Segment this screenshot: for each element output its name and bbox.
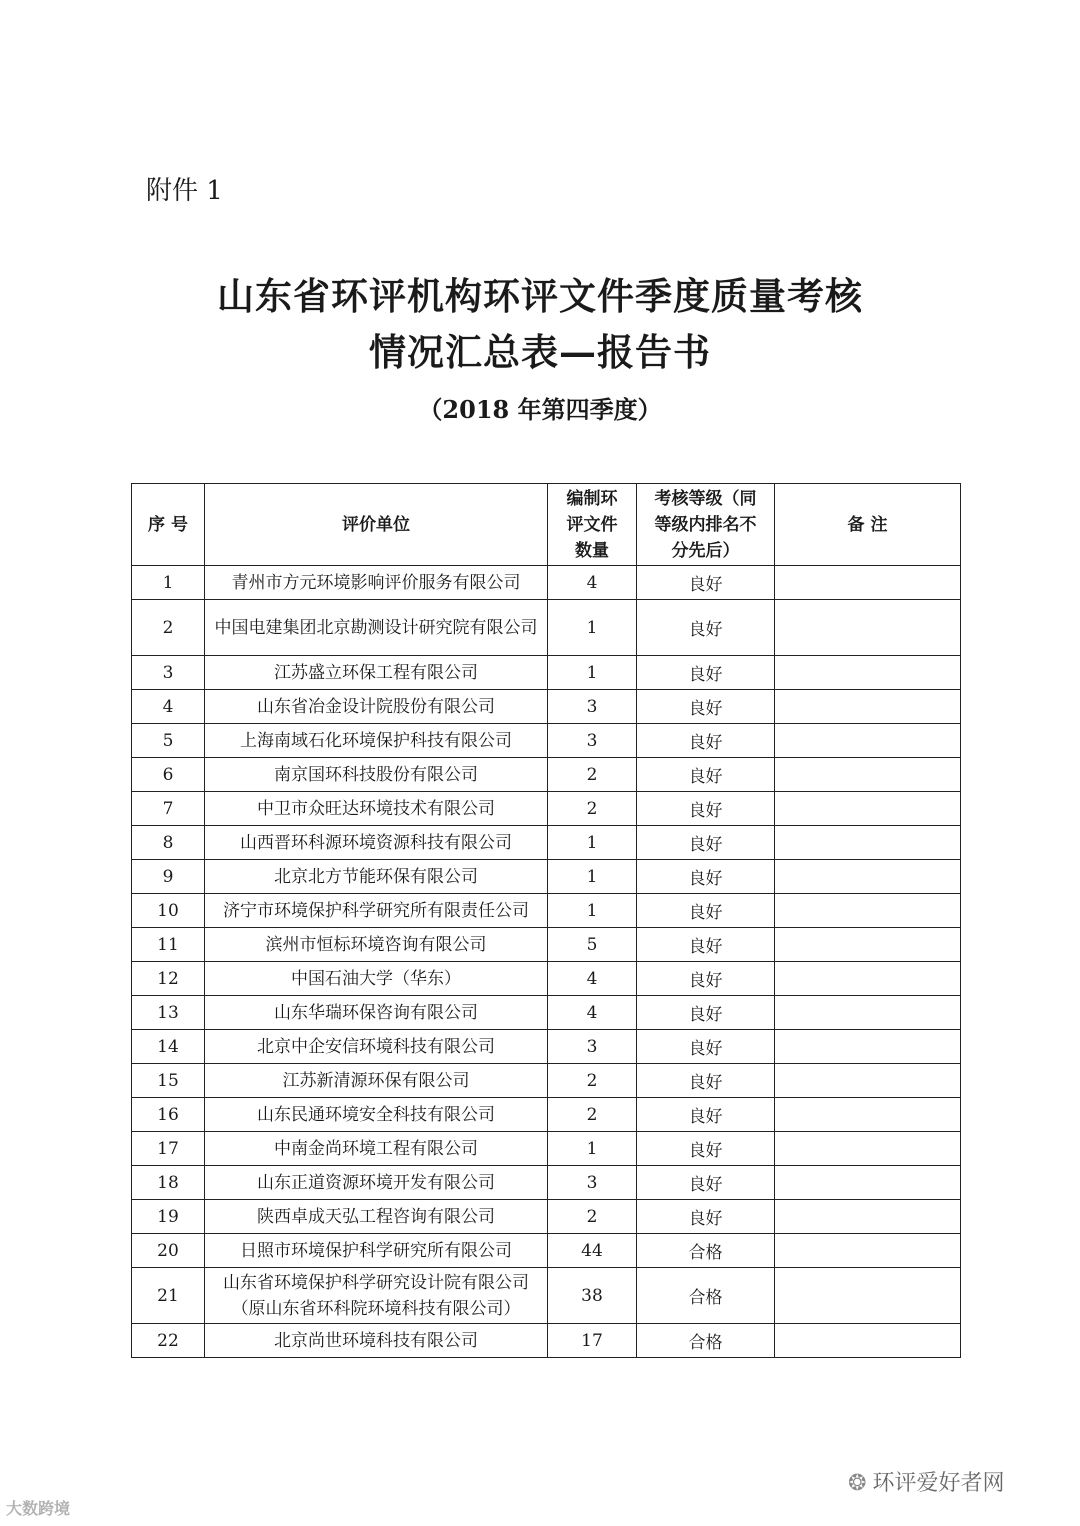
header-seq: 序 号	[132, 484, 205, 566]
cell-seq: 14	[132, 1030, 205, 1064]
wechat-icon: ❂	[848, 1471, 867, 1496]
cell-remark	[775, 1098, 961, 1132]
cell-count: 5	[548, 928, 637, 962]
cell-grade: 合格	[637, 1324, 775, 1358]
cell-seq: 5	[132, 724, 205, 758]
cell-remark	[775, 656, 961, 690]
cell-grade: 良好	[637, 826, 775, 860]
cell-seq: 21	[132, 1268, 205, 1324]
cell-seq: 11	[132, 928, 205, 962]
table-row	[132, 566, 961, 600]
cell-seq: 13	[132, 996, 205, 1030]
cell-seq: 6	[132, 758, 205, 792]
cell-seq: 3	[132, 656, 205, 690]
cell-remark	[775, 928, 961, 962]
cell-count: 44	[548, 1234, 637, 1268]
table-row	[132, 1098, 961, 1132]
cell-remark	[775, 894, 961, 928]
cell-grade: 良好	[637, 928, 775, 962]
table-row	[132, 724, 961, 758]
cell-seq: 1	[132, 566, 205, 600]
cell-count: 2	[548, 1200, 637, 1234]
table-row	[132, 1200, 961, 1234]
cell-seq: 20	[132, 1234, 205, 1268]
cell-seq: 15	[132, 1064, 205, 1098]
cell-grade: 合格	[637, 1268, 775, 1324]
cell-unit: 山东省冶金设计院股份有限公司	[205, 690, 548, 724]
table-row	[132, 1324, 961, 1358]
table-row	[132, 656, 961, 690]
cell-unit: 陕西卓成天弘工程咨询有限公司	[205, 1200, 548, 1234]
cell-remark	[775, 1234, 961, 1268]
cell-seq: 18	[132, 1166, 205, 1200]
table-row	[132, 1030, 961, 1064]
table-row	[132, 928, 961, 962]
cell-unit: 北京中企安信环境科技有限公司	[205, 1030, 548, 1064]
cell-count: 2	[548, 1098, 637, 1132]
header-grade: 考核等级（同等级内排名不分先后）	[637, 484, 775, 566]
cell-unit: 青州市方元环境影响评价服务有限公司	[205, 566, 548, 600]
table-row	[132, 1268, 961, 1324]
cell-grade: 良好	[637, 1166, 775, 1200]
cell-remark	[775, 1268, 961, 1324]
cell-remark	[775, 1324, 961, 1358]
cell-unit: 滨州市恒标环境咨询有限公司	[205, 928, 548, 962]
table-row	[132, 600, 961, 656]
cell-count: 4	[548, 962, 637, 996]
table-row	[132, 860, 961, 894]
cell-remark	[775, 826, 961, 860]
cell-count: 2	[548, 792, 637, 826]
cell-seq: 22	[132, 1324, 205, 1358]
cell-count: 1	[548, 860, 637, 894]
cell-remark	[775, 1064, 961, 1098]
page-subtitle: （2018 年第四季度）	[418, 395, 662, 424]
table-row	[132, 758, 961, 792]
table-row	[132, 792, 961, 826]
table-row	[132, 1234, 961, 1268]
watermark-right-text: 环评爱好者网	[872, 1471, 1005, 1496]
cell-unit: 江苏新清源环保有限公司	[205, 1064, 548, 1098]
cell-seq: 17	[132, 1132, 205, 1166]
cell-seq: 2	[132, 600, 205, 656]
cell-remark	[775, 1132, 961, 1166]
cell-remark	[775, 566, 961, 600]
table-row	[132, 1166, 961, 1200]
cell-seq: 19	[132, 1200, 205, 1234]
page-title-line2: 情况汇总表—报告书	[369, 330, 711, 374]
cell-unit: 北京北方节能环保有限公司	[205, 860, 548, 894]
cell-count: 1	[548, 1132, 637, 1166]
header-count: 编制环评文件数量	[548, 484, 637, 566]
cell-grade: 良好	[637, 1200, 775, 1234]
watermark-left: 大数跨境	[6, 1499, 71, 1518]
cell-count: 3	[548, 1166, 637, 1200]
results-table	[131, 483, 961, 1358]
cell-seq: 12	[132, 962, 205, 996]
cell-count: 3	[548, 690, 637, 724]
cell-grade: 良好	[637, 758, 775, 792]
cell-unit: 中南金尚环境工程有限公司	[205, 1132, 548, 1166]
cell-grade: 良好	[637, 1098, 775, 1132]
table-header-row	[132, 484, 961, 566]
cell-grade: 良好	[637, 792, 775, 826]
cell-grade: 良好	[637, 600, 775, 656]
cell-count: 4	[548, 566, 637, 600]
cell-count: 2	[548, 758, 637, 792]
cell-unit: 中卫市众旺达环境技术有限公司	[205, 792, 548, 826]
table-row	[132, 996, 961, 1030]
attachment-label: 附件 1	[146, 176, 223, 206]
cell-count: 3	[548, 1030, 637, 1064]
cell-grade: 良好	[637, 962, 775, 996]
table-row	[132, 1132, 961, 1166]
cell-count: 2	[548, 1064, 637, 1098]
cell-grade: 良好	[637, 860, 775, 894]
table-row	[132, 962, 961, 996]
cell-grade: 合格	[637, 1234, 775, 1268]
header-remark: 备 注	[775, 484, 961, 566]
cell-unit: 江苏盛立环保工程有限公司	[205, 656, 548, 690]
cell-unit: 山东华瑞环保咨询有限公司	[205, 996, 548, 1030]
cell-remark	[775, 1166, 961, 1200]
cell-remark	[775, 1200, 961, 1234]
cell-count: 4	[548, 996, 637, 1030]
watermark-right	[848, 1466, 1004, 1497]
cell-unit: 山东省环境保护科学研究设计院有限公司（原山东省环科院环境科技有限公司）	[205, 1268, 548, 1324]
cell-unit: 上海南域石化环境保护科技有限公司	[205, 724, 548, 758]
table-row	[132, 1064, 961, 1098]
cell-grade: 良好	[637, 656, 775, 690]
cell-count: 1	[548, 894, 637, 928]
cell-grade: 良好	[637, 566, 775, 600]
cell-grade: 良好	[637, 894, 775, 928]
cell-count: 1	[548, 656, 637, 690]
cell-count: 3	[548, 724, 637, 758]
table-row	[132, 894, 961, 928]
cell-grade: 良好	[637, 1064, 775, 1098]
cell-remark	[775, 860, 961, 894]
table-body	[132, 566, 961, 1358]
cell-grade: 良好	[637, 724, 775, 758]
title-block	[0, 268, 1080, 425]
cell-grade: 良好	[637, 1132, 775, 1166]
page-title-line1: 山东省环评机构环评文件季度质量考核	[217, 274, 863, 318]
cell-unit: 北京尚世环境科技有限公司	[205, 1324, 548, 1358]
cell-seq: 9	[132, 860, 205, 894]
cell-seq: 7	[132, 792, 205, 826]
cell-remark	[775, 724, 961, 758]
cell-count: 1	[548, 600, 637, 656]
cell-unit: 中国石油大学（华东）	[205, 962, 548, 996]
cell-grade: 良好	[637, 1030, 775, 1064]
cell-seq: 16	[132, 1098, 205, 1132]
cell-unit: 中国电建集团北京勘测设计研究院有限公司	[205, 600, 548, 656]
table-row	[132, 690, 961, 724]
cell-count: 17	[548, 1324, 637, 1358]
cell-remark	[775, 996, 961, 1030]
cell-seq: 4	[132, 690, 205, 724]
cell-grade: 良好	[637, 996, 775, 1030]
cell-unit: 山东正道资源环境开发有限公司	[205, 1166, 548, 1200]
table-row	[132, 826, 961, 860]
cell-unit: 山东民通环境安全科技有限公司	[205, 1098, 548, 1132]
cell-seq: 10	[132, 894, 205, 928]
cell-count: 38	[548, 1268, 637, 1324]
cell-seq: 8	[132, 826, 205, 860]
cell-remark	[775, 962, 961, 996]
cell-grade: 良好	[637, 690, 775, 724]
cell-remark	[775, 758, 961, 792]
cell-unit: 日照市环境保护科学研究所有限公司	[205, 1234, 548, 1268]
cell-unit: 山西晋环科源环境资源科技有限公司	[205, 826, 548, 860]
cell-count: 1	[548, 826, 637, 860]
cell-remark	[775, 1030, 961, 1064]
cell-unit: 济宁市环境保护科学研究所有限责任公司	[205, 894, 548, 928]
cell-unit: 南京国环科技股份有限公司	[205, 758, 548, 792]
cell-remark	[775, 690, 961, 724]
cell-remark	[775, 600, 961, 656]
header-unit: 评价单位	[205, 484, 548, 566]
cell-remark	[775, 792, 961, 826]
